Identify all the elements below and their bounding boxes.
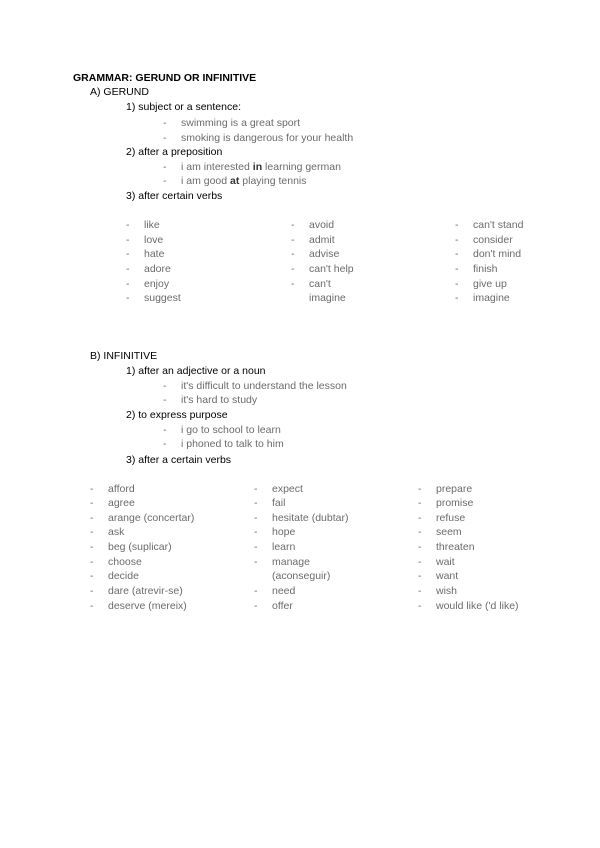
list-dash: -: [90, 512, 94, 524]
infinitive-verb: choose: [108, 556, 142, 568]
list-dash: -: [254, 556, 258, 568]
list-dash: -: [254, 541, 258, 553]
list-dash: -: [163, 380, 167, 392]
infinitive-verb: wait: [436, 556, 455, 568]
list-dash: -: [90, 541, 94, 553]
gerund-verb: consider: [473, 234, 513, 246]
list-dash: -: [90, 526, 94, 538]
list-dash: -: [455, 234, 459, 246]
infinitive-rule-1: 1) after an adjective or a noun: [126, 365, 266, 377]
infinitive-verb: ask: [108, 526, 125, 538]
infinitive-verb: want: [436, 570, 459, 582]
gerund-verb: give up: [473, 278, 507, 290]
infinitive-verb: (aconseguir): [272, 570, 331, 582]
gerund-verb: don't mind: [473, 248, 522, 260]
list-dash: -: [163, 161, 167, 173]
list-dash: -: [90, 497, 94, 509]
gerund-example: smoking is dangerous for your health: [181, 132, 354, 144]
gerund-verb: adore: [144, 263, 171, 275]
infinitive-verb: expect: [272, 483, 303, 495]
list-dash: -: [291, 234, 295, 246]
infinitive-verb: prepare: [436, 483, 473, 495]
gerund-verb: enjoy: [144, 278, 170, 290]
infinitive-verb: manage: [272, 556, 310, 568]
gerund-verb: imagine: [309, 292, 346, 304]
infinitive-rule-2: 2) to express purpose: [126, 409, 228, 421]
infinitive-verb: deserve (mereix): [108, 600, 187, 612]
list-dash: -: [90, 585, 94, 597]
infinitive-verb: arange (concertar): [108, 512, 195, 524]
list-dash: -: [90, 556, 94, 568]
infinitive-example: it's hard to study: [181, 394, 258, 406]
infinitive-example: it's difficult to understand the lesson: [181, 380, 347, 392]
list-dash: -: [455, 248, 459, 260]
list-dash: -: [455, 278, 459, 290]
list-dash: -: [418, 570, 422, 582]
list-dash: -: [163, 117, 167, 129]
list-dash: -: [126, 263, 130, 275]
list-dash: -: [455, 292, 459, 304]
gerund-verb: imagine: [473, 292, 510, 304]
infinitive-verb: seem: [436, 526, 462, 538]
list-dash: -: [291, 263, 295, 275]
page-title: GRAMMAR: GERUND OR INFINITIVE: [73, 72, 257, 84]
gerund-verb: can't: [309, 278, 331, 290]
list-dash: -: [163, 132, 167, 144]
list-dash: -: [90, 570, 94, 582]
list-dash: -: [254, 483, 258, 495]
infinitive-verb: fail: [272, 497, 286, 509]
infinitive-verb: offer: [272, 600, 293, 612]
list-dash: -: [418, 497, 422, 509]
gerund-verb: can't help: [309, 263, 354, 275]
list-dash: -: [455, 263, 459, 275]
infinitive-verb: need: [272, 585, 296, 597]
gerund-example: i am good at playing tennis: [181, 175, 307, 187]
gerund-example: i am interested in learning german: [181, 161, 341, 173]
gerund-verb: hate: [144, 248, 165, 260]
list-dash: -: [418, 512, 422, 524]
list-dash: -: [291, 219, 295, 231]
list-dash: -: [254, 600, 258, 612]
list-dash: -: [418, 483, 422, 495]
gerund-rule-1: 1) subject or a sentence:: [126, 101, 241, 113]
gerund-verb: can't stand: [473, 219, 524, 231]
gerund-verb: admit: [309, 234, 335, 246]
list-dash: -: [163, 424, 167, 436]
list-dash: -: [418, 600, 422, 612]
list-dash: -: [254, 526, 258, 538]
gerund-verb: suggest: [144, 292, 181, 304]
list-dash: -: [455, 219, 459, 231]
infinitive-verb: decide: [108, 570, 139, 582]
list-dash: -: [254, 512, 258, 524]
gerund-example: swimming is a great sport: [181, 117, 301, 129]
infinitive-rule-3: 3) after a certain verbs: [126, 454, 232, 466]
list-dash: -: [254, 585, 258, 597]
infinitive-verb: promise: [436, 497, 474, 509]
list-dash: -: [418, 556, 422, 568]
list-dash: -: [163, 175, 167, 187]
list-dash: -: [126, 292, 130, 304]
list-dash: -: [126, 278, 130, 290]
list-dash: -: [126, 248, 130, 260]
section-infinitive-heading: B) INFINITIVE: [90, 350, 158, 362]
gerund-verb: finish: [473, 263, 498, 275]
infinitive-verb: wish: [436, 585, 458, 597]
list-dash: -: [418, 541, 422, 553]
list-dash: -: [163, 438, 167, 450]
infinitive-verb: agree: [108, 497, 135, 509]
infinitive-example: i phoned to talk to him: [181, 438, 284, 450]
gerund-verb: love: [144, 234, 164, 246]
infinitive-verb: afford: [108, 483, 135, 495]
infinitive-verb: beg (suplicar): [108, 541, 172, 553]
infinitive-verb: would like ('d like): [436, 600, 519, 612]
section-gerund-heading: A) GERUND: [90, 86, 149, 98]
list-dash: -: [126, 219, 130, 231]
infinitive-verb: refuse: [436, 512, 466, 524]
gerund-verb: advise: [309, 248, 340, 260]
gerund-rule-3: 3) after certain verbs: [126, 190, 223, 202]
list-dash: -: [90, 483, 94, 495]
infinitive-verb: dare (atrevir-se): [108, 585, 183, 597]
infinitive-example: i go to school to learn: [181, 424, 281, 436]
list-dash: -: [291, 248, 295, 260]
infinitive-verb: learn: [272, 541, 296, 553]
list-dash: -: [418, 526, 422, 538]
list-dash: -: [126, 234, 130, 246]
infinitive-verb: threaten: [436, 541, 475, 553]
list-dash: -: [254, 497, 258, 509]
infinitive-verb: hope: [272, 526, 296, 538]
list-dash: -: [418, 585, 422, 597]
gerund-verb: like: [144, 219, 160, 231]
gerund-rule-2: 2) after a preposition: [126, 146, 223, 158]
list-dash: -: [90, 600, 94, 612]
list-dash: -: [291, 278, 295, 290]
list-dash: -: [163, 394, 167, 406]
infinitive-verb: hesitate (dubtar): [272, 512, 349, 524]
gerund-verb: avoid: [309, 219, 335, 231]
